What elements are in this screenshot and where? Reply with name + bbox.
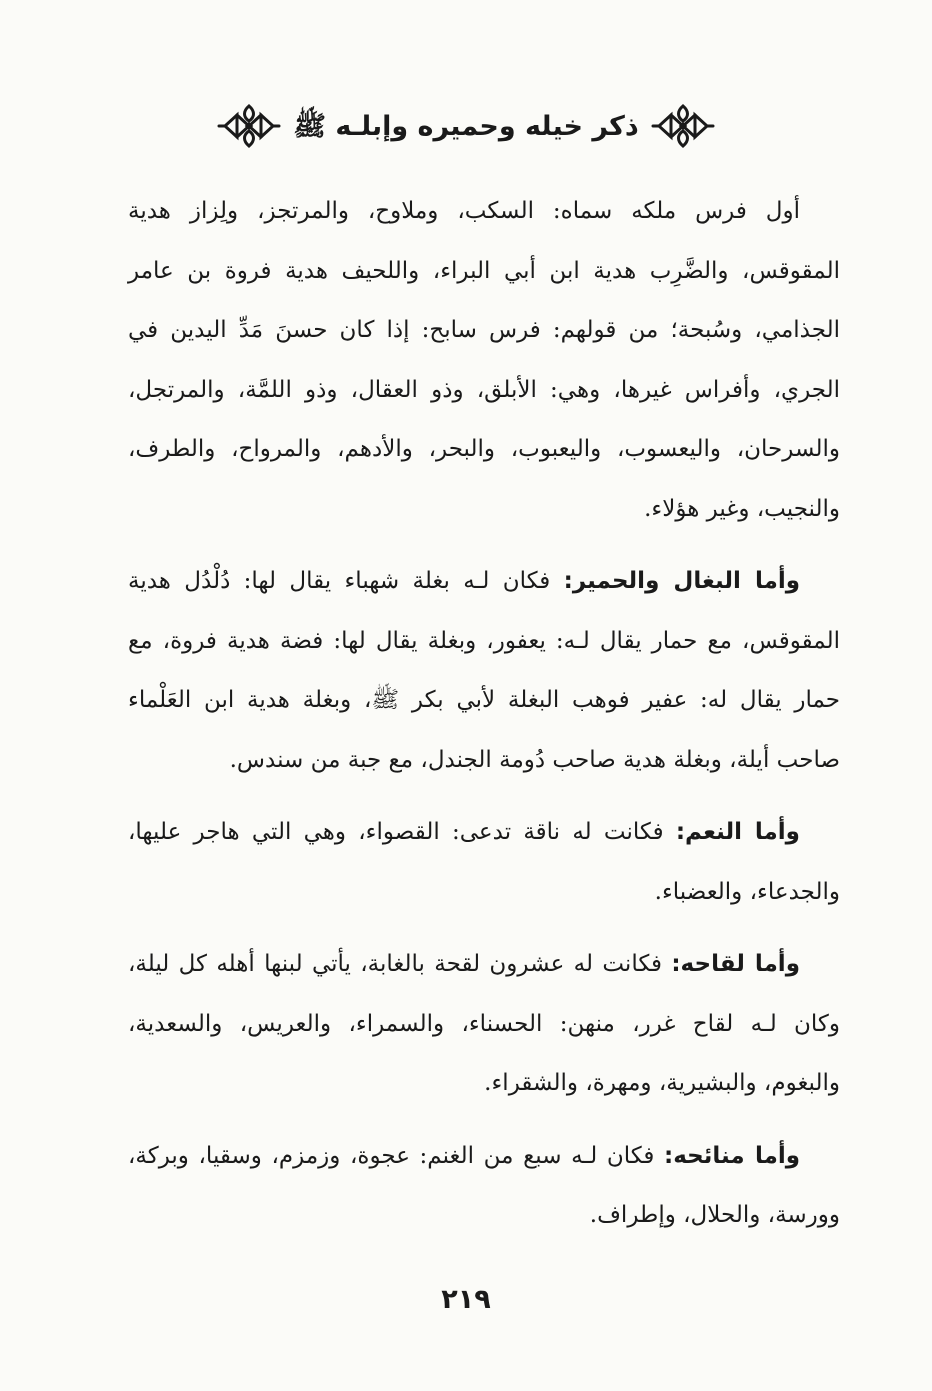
chapter-title: ذكر خيله وحميره وإبلـه ﷺ xyxy=(293,110,639,142)
paragraph-text: فكانت له عشرون لقحة بالغابة، يأتي لبنها أهله كل ليلة، وكان لـه لقاح غرر، منهن: الحسناء، والسمراء، والعريس، والسعدية، والبغوم، والبشيرية، ومهرة، والشقراء. xyxy=(128,951,840,1096)
paragraph-lead: وأما منائحه: xyxy=(664,1142,800,1169)
paragraph-text: أول فرس ملكه سماه: السكب، وملاوح، والمرتجز، ولِزاز هدية المقوقس، والضَّرِب هدية ابن أبي البراء، واللحيف هدية فروة بن عامر الجذامي، وسُبحة؛ من قولهم: فرس سابح: إذا كان حسنَ مَدِّ اليدين في الجري، وأفراس غيرها، وهي: الأبلق، وذو العقال، وذو اللمَّة، والمرتجل، والسرحان، واليعسوب، واليعبوب، والبحر، والأدهم، والمرواح، والطرف، والنجيب، وغير هؤلاء. xyxy=(128,198,840,522)
paragraph-camels xyxy=(128,803,840,922)
paragraph-sheep xyxy=(128,1127,840,1246)
arabesque-ornament-icon xyxy=(651,101,715,151)
paragraph-text: فكانت له ناقة تدعى: القصواء، وهي التي هاجر عليها، والجدعاء، والعضباء. xyxy=(128,819,840,905)
paragraph-text: فكان لـه بغلة شهباء يقال لها: دُلْدُل هدية المقوقس، مع حمار يقال لـه: يعفور، وبغلة يقال لها: فضة هدية فروة، مع حمار يقال له: عفير فوهب البغلة لأبي بكر ﷺ، وبغلة هدية ابن العَلْماء صاحب أيلة، وبغلة هدية صاحب دُومة الجندل، مع جبة من سندس. xyxy=(128,568,840,773)
page-number: ٢١٩ xyxy=(441,1284,491,1315)
paragraph-horses xyxy=(128,182,840,539)
paragraph-text: فكان لـه سبع من الغنم: عجوة، وزمزم، وسقيا، وبركة، وورسة، والحلال، وإطراف. xyxy=(128,1142,840,1228)
paragraph-milch-camels xyxy=(128,935,840,1114)
paragraph-lead: وأما البغال والحمير: xyxy=(563,568,800,594)
arabesque-ornament-icon xyxy=(217,101,281,151)
page-header xyxy=(0,96,932,156)
paragraph-lead: وأما لقاحه: xyxy=(671,951,800,977)
paragraph-mules-donkeys xyxy=(128,552,840,790)
body-text xyxy=(128,182,840,1259)
paragraph-lead: وأما النعم: xyxy=(675,819,800,845)
